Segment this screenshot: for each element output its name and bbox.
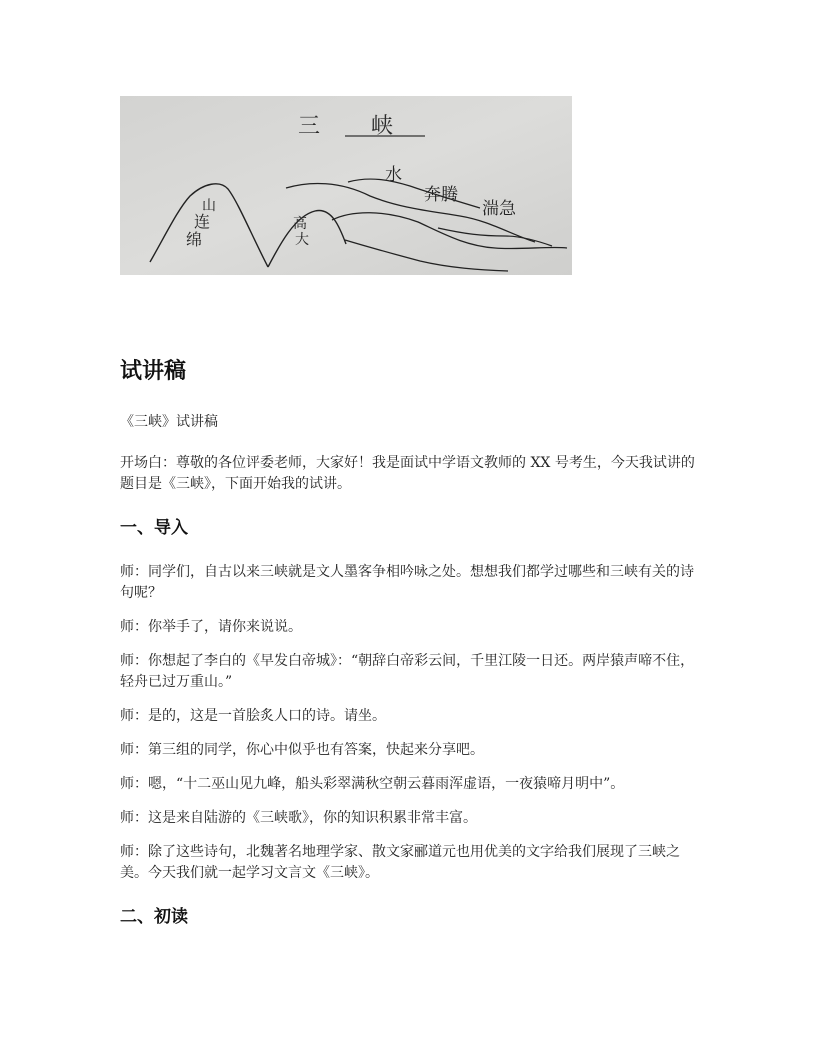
intro-paragraph: 师：除了这些诗句，北魏著名地理学家、散文家郦道元也用优美的文字给我们展现了三峡之美。今天我们就一起学习文言文《三峡》。 — [120, 844, 680, 881]
section-heading-first-reading: 二、初读 — [120, 907, 188, 927]
sketch-label-water: 水 — [385, 165, 402, 185]
section-heading-intro: 一、导入 — [120, 518, 188, 538]
sketch-label-mountain-2: 连 — [194, 212, 211, 231]
intro-paragraph: 师：嗯，“十二巫山见九峰，船头彩翠满秋空朝云暮雨浑虚语，一夜猿啼月明中”。 — [120, 776, 625, 792]
sketch-label-high-1: 高 — [293, 216, 307, 232]
opening-paragraph: 开场白：尊敬的各位评委老师，大家好！我是面试中学语文教师的 XX 号考生，今天我试讲的题目是《三峡》，下面开始我的试讲。 — [120, 455, 695, 492]
intro-paragraph: 师：第三组的同学，你心中似乎也有答案，快起来分享吧。 — [120, 742, 484, 758]
intro-paragraph: 师：你想起了李白的《早发白帝城》：“朝辞白帝彩云间，千里江陵一日还。两岸猿声啼不住，轻舟已过万重山。” — [120, 653, 695, 690]
intro-paragraph: 师：是的，这是一首脍炙人口的诗。请坐。 — [120, 708, 386, 724]
document-body — [120, 356, 700, 951]
intro-paragraph: 师：同学们，自古以来三峡就是文人墨客争相吟咏之处。想想我们都学过哪些和三峡有关的诗句呢？ — [120, 564, 694, 601]
intro-paragraph: 师：这是来自陆游的《三峡歌》，你的知识积累非常丰富。 — [120, 810, 477, 826]
sketch-label-rush: 奔腾 — [424, 185, 458, 205]
intro-paragraph: 师：你举手了，请你来说说。 — [120, 619, 302, 635]
sketch-label-fast: 湍急 — [482, 199, 516, 219]
sketch-title: 三 峡 — [298, 114, 415, 139]
document-subtitle: 《三峡》试讲稿 — [120, 414, 218, 430]
whiteboard-sketch-photo — [120, 96, 572, 275]
sketch-label-mountain-1: 山 — [202, 198, 216, 214]
sketch-label-mountain-3: 绵 — [186, 230, 203, 249]
document-title: 试讲稿 — [120, 359, 187, 384]
sketch-label-high-2: 大 — [295, 232, 309, 248]
